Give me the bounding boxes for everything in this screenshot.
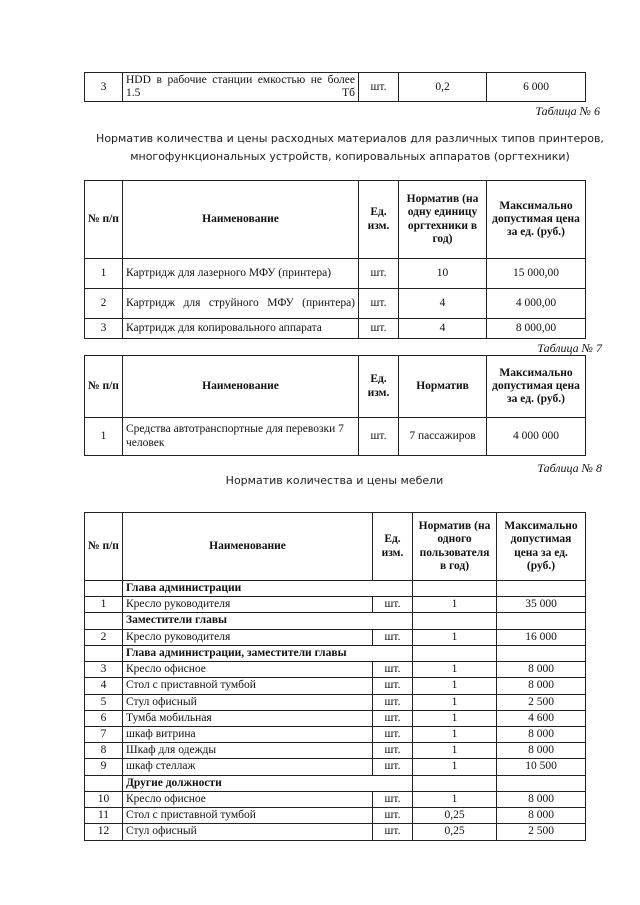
row-norm: 1 (413, 597, 497, 613)
row-norm: 1 (413, 743, 497, 759)
table-row (85, 759, 586, 775)
table-row (85, 259, 586, 289)
table-row (85, 678, 586, 694)
row-norm: 1 (413, 662, 497, 678)
table6-heading-line1: Норматив количества и цены расходных материалов для различных типов принтеров, (96, 132, 604, 145)
table-row (85, 808, 586, 824)
row-price: 8 000 (497, 743, 586, 759)
row-name: Средства автотранспортные для перевозки 7 человек (123, 418, 359, 456)
table7-header-row (85, 356, 586, 418)
row-name: Шкаф для одежды (123, 743, 373, 759)
table8-header-row (85, 513, 586, 581)
row-number: 8 (85, 743, 123, 759)
row-unit: шт. (359, 319, 399, 339)
row-norm: 1 (413, 791, 497, 807)
header-norm: Норматив (на одну единицу оргтехники в год) (399, 181, 487, 259)
table-row (85, 726, 586, 742)
row-name: шкаф витрина (123, 726, 373, 742)
table6-heading (90, 130, 610, 165)
row-name: HDD в рабочие станции емкостью не более 1.5 Тб (123, 73, 359, 102)
table-row (85, 289, 586, 319)
table6-caption: Таблица № 6 (535, 104, 600, 118)
table6-header-row (85, 181, 586, 259)
section-row (85, 581, 586, 597)
row-unit: шт. (373, 808, 413, 824)
header-name: Наименование (123, 356, 359, 418)
row-unit: шт. (373, 743, 413, 759)
header-price: Максимально допустимая цена за ед. (руб.) (497, 513, 586, 581)
row-price: 2 500 (497, 824, 586, 840)
table8-caption: Таблица № 8 (537, 461, 602, 475)
header-unit: Ед. изм. (359, 356, 399, 418)
table-row (85, 319, 586, 339)
row-price: 15 000,00 (487, 259, 586, 289)
row-unit: шт. (359, 259, 399, 289)
section-row (85, 613, 586, 629)
row-name: Стол с приставной тумбой (123, 678, 373, 694)
row-price: 8 000 (497, 662, 586, 678)
row-price: 4 000 000 (487, 418, 586, 456)
table7-caption: Таблица № 7 (537, 341, 602, 355)
row-number: 10 (85, 791, 123, 807)
row-name: шкаф стеллаж (123, 759, 373, 775)
row-number: 3 (85, 73, 123, 102)
row-price: 8 000 (497, 678, 586, 694)
row-number: 1 (85, 418, 123, 456)
row-unit: шт. (373, 629, 413, 645)
row-unit: шт. (373, 759, 413, 775)
row-number: 4 (85, 678, 123, 694)
row-number: 3 (85, 319, 123, 339)
row-norm: 0,25 (413, 824, 497, 840)
row-price: 8 000 (497, 726, 586, 742)
row-norm: 1 (413, 726, 497, 742)
row-number: 7 (85, 726, 123, 742)
row-norm: 1 (413, 678, 497, 694)
table-row (85, 791, 586, 807)
table-row (85, 73, 586, 102)
header-norm: Норматив (на одного пользователя в год) (413, 513, 497, 581)
row-number: 5 (85, 694, 123, 710)
row-number: 1 (85, 597, 123, 613)
table-row (85, 694, 586, 710)
row-unit: шт. (373, 824, 413, 840)
row-number: 11 (85, 808, 123, 824)
table8-heading: Норматив количества и цены мебели (225, 474, 444, 487)
row-name: Стол с приставной тумбой (123, 808, 373, 824)
table-row (85, 662, 586, 678)
row-number: 3 (85, 662, 123, 678)
row-number: 1 (85, 259, 123, 289)
row-number: 9 (85, 759, 123, 775)
table-top-fragment (84, 72, 585, 102)
header-norm: Норматив (399, 356, 487, 418)
section-title: Глава администрации (123, 581, 413, 597)
row-price: 8 000 (497, 791, 586, 807)
section-title: Заместители главы (123, 613, 413, 629)
row-price: 35 000 (497, 597, 586, 613)
row-number: 2 (85, 289, 123, 319)
row-norm: 1 (413, 694, 497, 710)
row-name: Тумба мобильная (123, 710, 373, 726)
row-name: Стул офисный (123, 824, 373, 840)
header-num: № п/п (85, 181, 123, 259)
row-price: 4 000,00 (487, 289, 586, 319)
row-unit: шт. (359, 73, 399, 102)
table7 (84, 355, 585, 456)
table-row (85, 629, 586, 645)
row-name: Картридж для лазерного МФУ (принтера) (123, 259, 359, 289)
header-unit: Ед. изм. (359, 181, 399, 259)
section-row (85, 645, 586, 661)
row-norm: 1 (413, 759, 497, 775)
row-unit: шт. (373, 678, 413, 694)
row-unit: шт. (373, 694, 413, 710)
table-row (85, 597, 586, 613)
row-unit: шт. (373, 726, 413, 742)
section-title: Другие должности (123, 775, 413, 791)
row-unit: шт. (373, 710, 413, 726)
row-norm: 1 (413, 629, 497, 645)
header-num: № п/п (85, 356, 123, 418)
row-name: Кресло офисное (123, 662, 373, 678)
row-unit: шт. (373, 597, 413, 613)
row-number: 6 (85, 710, 123, 726)
row-norm: 0,25 (413, 808, 497, 824)
row-price: 8 000 (497, 808, 586, 824)
row-unit: шт. (359, 289, 399, 319)
row-price: 16 000 (497, 629, 586, 645)
section-row (85, 775, 586, 791)
row-name: Кресло руководителя (123, 597, 373, 613)
table-row (85, 418, 586, 456)
section-title: Глава администрации, заместители главы (123, 645, 413, 661)
row-norm: 10 (399, 259, 487, 289)
header-num: № п/п (85, 513, 123, 581)
row-name: Стул офисный (123, 694, 373, 710)
row-unit: шт. (359, 418, 399, 456)
table6 (84, 180, 585, 339)
header-name: Наименование (123, 181, 359, 259)
row-name: Кресло офисное (123, 791, 373, 807)
table-row (85, 710, 586, 726)
header-name: Наименование (123, 513, 373, 581)
row-norm: 4 (399, 319, 487, 339)
header-price: Максимально допустимая цена за ед. (руб.) (487, 181, 586, 259)
table6-heading-line2: многофункциональных устройств, копировальных аппаратов (оргтехники) (130, 149, 570, 163)
table8 (84, 512, 585, 841)
row-unit: шт. (373, 662, 413, 678)
row-number: 12 (85, 824, 123, 840)
table-row (85, 824, 586, 840)
row-name: Картридж для копировального аппарата (123, 319, 359, 339)
row-name: Кресло руководителя (123, 629, 373, 645)
row-price: 2 500 (497, 694, 586, 710)
row-norm: 0,2 (399, 73, 487, 102)
row-price: 10 500 (497, 759, 586, 775)
row-name: Картридж для струйного МФУ (принтера) (123, 289, 359, 319)
header-unit: Ед. изм. (373, 513, 413, 581)
row-price: 8 000,00 (487, 319, 586, 339)
row-norm: 4 (399, 289, 487, 319)
header-price: Максимально допустимая цена за ед. (руб.) (487, 356, 586, 418)
row-norm: 1 (413, 710, 497, 726)
row-number: 2 (85, 629, 123, 645)
table-row (85, 743, 586, 759)
row-price: 6 000 (487, 73, 586, 102)
row-unit: шт. (373, 791, 413, 807)
row-price: 4 600 (497, 710, 586, 726)
row-norm: 7 пассажиров (399, 418, 487, 456)
